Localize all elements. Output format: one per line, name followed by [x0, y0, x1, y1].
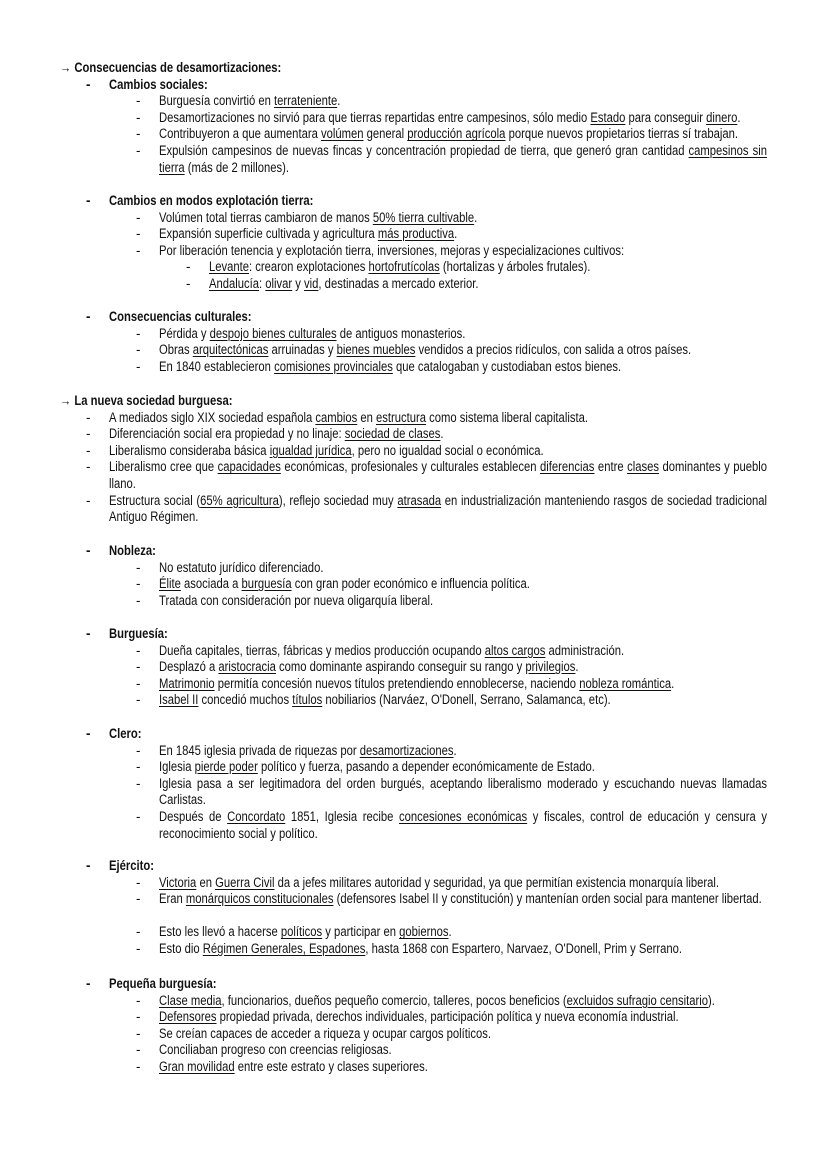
- list-item: [109, 426, 767, 443]
- subsection-heading: Cambios sociales:: [109, 76, 208, 92]
- list-item: [159, 1042, 767, 1059]
- item-text: en: [196, 874, 216, 890]
- bullet-dash: -: [86, 726, 91, 741]
- list-item: [159, 743, 767, 760]
- bullet-dash: -: [136, 325, 141, 341]
- underlined-term: privilegios: [525, 659, 576, 675]
- underlined-term: hortofrutícolas: [368, 259, 440, 275]
- list-item: [159, 643, 767, 660]
- item-text: En 1840 establecieron: [159, 358, 275, 374]
- list-item: [209, 276, 767, 293]
- bullet-dash: -: [136, 143, 141, 158]
- item-text: propiedad privada, derechos individuales, participación política y nueva economía industrial.: [216, 1009, 679, 1025]
- bullet-dash: -: [86, 409, 91, 425]
- item-text: Diferenciación social era propiedad y no linaje:: [109, 426, 345, 442]
- item-text: .: [454, 226, 458, 242]
- underlined-term: despojo bienes culturales: [209, 325, 337, 341]
- item-text: Liberalismo consideraba básica: [109, 442, 270, 458]
- underlined-term: títulos: [292, 692, 323, 708]
- bullet-dash: -: [136, 941, 141, 956]
- bullet-dash: -: [86, 858, 91, 873]
- item-text: 1851, Iglesia recibe: [285, 809, 399, 824]
- list-item: [159, 93, 767, 110]
- bullet-dash: -: [86, 492, 91, 508]
- bullet-dash: -: [136, 592, 141, 608]
- bullet-dash: -: [136, 1025, 141, 1041]
- item-text: concedió muchos: [198, 692, 293, 708]
- item-text: y: [292, 276, 305, 291]
- item-text: entre este estrato y clases superiores.: [234, 1059, 428, 1074]
- underlined-term: Clase media: [159, 992, 222, 1008]
- item-text: (más de 2 millones).: [184, 159, 290, 175]
- item-text: Pérdida y: [159, 325, 210, 341]
- item-text: Eran: [159, 891, 186, 907]
- underlined-term: dinero: [706, 109, 738, 125]
- item-text: .: [737, 109, 741, 125]
- list-item: [159, 576, 767, 593]
- underlined-term: Gran movilidad: [159, 1059, 235, 1074]
- underlined-term: nobleza romántica: [579, 675, 672, 691]
- item-text: nobiliarios (Narváez, O'Donell, Serrano, Salamanca, etc).: [322, 692, 611, 708]
- underlined-term: producción agrícola: [407, 126, 506, 142]
- list-item: [159, 875, 767, 892]
- bullet-dash: -: [136, 226, 141, 242]
- item-text: económicas, profesionales y culturales establecen: [280, 459, 541, 475]
- bullet-dash: -: [86, 543, 91, 558]
- item-text: vendidos a precios ridículos, con salida a otros países.: [415, 342, 692, 358]
- item-text: y participar en: [322, 924, 400, 940]
- underlined-term: aristocracia: [218, 659, 276, 675]
- bullet-dash: -: [136, 775, 141, 791]
- underlined-term: 50% tierra cultivable: [372, 209, 475, 225]
- item-text: con gran poder económico e influencia política.: [291, 576, 530, 592]
- underlined-term: volúmen: [320, 126, 364, 142]
- underlined-term: Levante: [209, 259, 250, 275]
- underlined-term: atrasada: [397, 492, 442, 508]
- item-text: (defensores Isabel II y constitución) y mantenían orden social para mantener libertad.: [333, 891, 762, 907]
- underlined-term: Isabel II: [159, 692, 199, 708]
- list-item: [159, 210, 767, 227]
- item-text: político y fuerza, pasando a depender económicamente de Estado.: [257, 759, 595, 775]
- item-text: , destinadas a mercado exterior.: [318, 276, 479, 291]
- subsection-heading: Clero:: [109, 726, 142, 741]
- bullet-dash: -: [86, 626, 91, 641]
- item-text: asociada a: [180, 576, 242, 592]
- underlined-term: comisiones provinciales: [274, 358, 393, 374]
- list-item: [209, 259, 767, 276]
- item-text: Después de: [159, 809, 228, 824]
- item-text: .: [575, 659, 579, 675]
- item-text: Contribuyeron a que aumentara: [159, 126, 321, 142]
- underlined-term: pierde poder: [194, 759, 258, 775]
- underlined-term: Andalucía: [209, 276, 260, 291]
- item-text: Desplazó a: [159, 659, 219, 675]
- item-text: .: [671, 675, 675, 691]
- underlined-term: capacidades: [217, 459, 281, 475]
- item-text: Expansión superficie cultivada y agricultura: [159, 226, 378, 242]
- underlined-term: gobiernos: [399, 924, 449, 940]
- underlined-term: Matrimonio: [159, 675, 215, 691]
- underlined-term: clases: [627, 459, 659, 475]
- item-text: Obras: [159, 342, 193, 358]
- bullet-dash: -: [136, 874, 141, 890]
- item-text: Iglesia: [159, 759, 195, 775]
- item-text: entre: [594, 459, 628, 475]
- item-text: que catalogaban y custodiaban estos bienes.: [392, 358, 622, 374]
- bullet-dash: -: [136, 659, 141, 675]
- item-text: en industrialización manteniendo rasgos de sociedad tradicional Antiguo Régimen.: [109, 492, 767, 525]
- bullet-dash: -: [136, 992, 141, 1008]
- item-text: Burguesía convirtió en: [159, 93, 275, 109]
- item-text: :: [259, 276, 266, 291]
- underlined-term: políticos: [280, 924, 323, 940]
- item-text: permitía concesión nuevos títulos pretendiendo ennoblecerse, naciendo: [214, 675, 580, 691]
- section-heading: → La nueva sociedad burguesa:: [60, 393, 233, 408]
- bullet-dash: -: [86, 459, 91, 475]
- item-text: Iglesia pasa a ser legitimadora del orden burgués, aceptando liberalismo moderado y escuchando nuevas llamadas Carlistas.: [159, 775, 767, 808]
- bullet-dash: -: [136, 1059, 141, 1074]
- item-text: Expulsión campesinos de nuevas fincas y concentración propiedad de tierra, que generó gran cantidad: [159, 143, 689, 158]
- underlined-term: Guerra Civil: [215, 874, 275, 890]
- bullet-dash: -: [136, 242, 141, 258]
- bullet-dash: -: [136, 576, 141, 592]
- list-item: [159, 126, 767, 143]
- item-text: : crearon explotaciones: [249, 259, 369, 275]
- bullet-dash: -: [86, 976, 91, 991]
- section-heading: → Consecuencias de desamortizaciones:: [60, 60, 282, 75]
- item-text: Volúmen total tierras cambiaron de manos: [159, 209, 373, 225]
- item-text: de antiguos monasterios.: [336, 325, 466, 341]
- underlined-term: bienes muebles: [336, 342, 416, 358]
- list-item: [159, 359, 767, 376]
- item-text: .: [440, 426, 444, 442]
- list-item: [159, 659, 767, 676]
- list-item: [109, 443, 767, 460]
- bullet-dash: -: [136, 1042, 141, 1058]
- item-text: ).: [707, 992, 715, 1008]
- item-text: .: [474, 209, 478, 225]
- underlined-term: excluidos sufragio censitario: [566, 992, 708, 1008]
- item-text: da a jefes militares autoridad y seguridad, ya que permitían existencia monarquía liberal.: [274, 874, 720, 890]
- item-text: Liberalismo cree que: [109, 459, 218, 475]
- list-item: [159, 593, 767, 610]
- list-item: [159, 924, 767, 941]
- item-text: en: [357, 409, 377, 425]
- item-text: administración.: [545, 642, 625, 658]
- bullet-dash: -: [86, 442, 91, 458]
- item-text: (hortalizas y árboles frutales).: [439, 259, 591, 275]
- item-text: Conciliaban progreso con creencias religiosas.: [159, 1042, 392, 1058]
- underlined-term: Defensores: [159, 1009, 217, 1025]
- item-text: , funcionarios, dueños pequeño comercio, talleres, pocos beneficios (: [221, 992, 567, 1008]
- subsection-heading: Consecuencias culturales:: [109, 309, 252, 324]
- bullet-dash: -: [136, 126, 141, 142]
- list-item: [159, 342, 767, 359]
- list-item: [159, 560, 767, 577]
- bullet-dash: -: [136, 93, 141, 109]
- underlined-term: burguesía: [241, 576, 292, 592]
- underlined-term: olivar: [265, 276, 293, 291]
- underlined-term: campesinos sin tierra: [159, 143, 767, 175]
- bullet-dash: -: [86, 76, 91, 92]
- list-item: [159, 1026, 767, 1043]
- underlined-term: igualdad jurídica: [269, 442, 352, 458]
- list-item: [159, 941, 767, 958]
- subsection-heading: Nobleza:: [109, 543, 156, 558]
- subsection-heading: Burguesía:: [109, 626, 168, 641]
- underlined-term: terrateniente: [274, 93, 338, 109]
- item-text: A mediados siglo XIX sociedad española: [109, 409, 316, 425]
- bullet-dash: -: [136, 675, 141, 691]
- item-text: .: [337, 93, 341, 109]
- bullet-dash: -: [136, 642, 141, 658]
- underlined-term: Concordato: [227, 809, 286, 824]
- list-item: [109, 493, 767, 526]
- list-item: [159, 993, 767, 1010]
- item-text: .: [448, 924, 452, 940]
- bullet-dash: -: [136, 209, 141, 225]
- item-text: arruinadas y: [268, 342, 337, 358]
- list-item: [159, 891, 767, 908]
- bullet-dash: -: [86, 309, 91, 324]
- item-text: Estructura social (: [109, 492, 201, 508]
- item-text: En 1845 iglesia privada de riquezas por: [159, 742, 360, 758]
- item-text: , pero no igualdad social o económica.: [351, 442, 544, 458]
- item-text: general: [363, 126, 408, 142]
- underlined-term: vid: [304, 276, 319, 291]
- bullet-dash: -: [186, 276, 191, 291]
- underlined-term: cambios: [315, 409, 358, 425]
- underlined-term: Élite: [159, 576, 181, 592]
- subsection-heading: Ejército:: [109, 858, 155, 873]
- item-text: Tratada con consideración por nueva oligarquía liberal.: [159, 592, 434, 608]
- list-item: [159, 1009, 767, 1026]
- item-text: Desamortizaciones no sirvió para que tierras repartidas entre campesinos, sólo medio: [159, 109, 591, 125]
- item-text: y fiscales, control de educación y censura y reconocimiento social y político.: [159, 809, 767, 841]
- bullet-dash: -: [136, 809, 141, 824]
- underlined-term: sociedad de clases: [344, 426, 441, 442]
- bullet-dash: -: [136, 342, 141, 358]
- underlined-term: altos cargos: [484, 642, 546, 658]
- item-text: como sistema liberal capitalista.: [426, 409, 588, 425]
- item-text: , hasta 1868 con Espartero, Narvaez, O'Donell, Prim y Serrano.: [365, 941, 682, 956]
- bullet-dash: -: [136, 759, 141, 775]
- list-item: [159, 243, 767, 260]
- item-text: Esto les llevó a hacerse: [159, 924, 281, 940]
- list-item: [159, 110, 767, 127]
- item-text: No estatuto jurídico diferenciado.: [159, 559, 324, 575]
- underlined-term: Régimen Generales, Espadones: [202, 941, 366, 956]
- list-item: [159, 776, 767, 809]
- list-item: [159, 326, 767, 343]
- list-item: [159, 226, 767, 243]
- item-text: Se creían capaces de acceder a riqueza y ocupar cargos políticos.: [159, 1025, 492, 1041]
- list-item: [109, 459, 767, 492]
- underlined-term: 65% agricultura: [200, 492, 279, 508]
- underlined-term: estructura: [376, 409, 427, 425]
- underlined-term: monárquicos constitucionales: [185, 891, 334, 907]
- list-item: [159, 1059, 767, 1076]
- bullet-dash: -: [136, 559, 141, 575]
- item-text: Por liberación tenencia y explotación tierra, inversiones, mejoras y especializaciones cultivos:: [159, 242, 625, 258]
- list-item: [159, 143, 767, 176]
- item-text: Dueña capitales, tierras, fábricas y medios producción ocupando: [159, 642, 485, 658]
- bullet-dash: -: [136, 891, 141, 907]
- item-text: ), reflejo sociedad muy: [278, 492, 398, 508]
- underlined-term: desamortizaciones: [359, 742, 454, 758]
- bullet-dash: -: [186, 259, 191, 275]
- item-text: como dominante aspirando conseguir su rango y: [275, 659, 526, 675]
- item-text: para conseguir: [625, 109, 707, 125]
- list-item: [159, 759, 767, 776]
- underlined-term: diferencias: [540, 459, 595, 475]
- underlined-term: Victoria: [159, 874, 197, 890]
- underlined-term: más productiva: [377, 226, 455, 242]
- item-text: Esto dio: [159, 941, 203, 956]
- bullet-dash: -: [86, 193, 91, 208]
- list-item: [159, 692, 767, 709]
- item-text: dominantes y pueblo llano.: [109, 459, 768, 491]
- bullet-dash: -: [136, 1009, 141, 1025]
- underlined-term: concesiones económicas: [398, 809, 528, 824]
- underlined-term: Estado: [590, 109, 626, 125]
- list-item: [109, 410, 767, 427]
- item-text: .: [453, 742, 457, 758]
- list-item: [159, 676, 767, 693]
- bullet-dash: -: [136, 692, 141, 708]
- bullet-dash: -: [136, 358, 141, 374]
- underlined-term: arquitectónicas: [192, 342, 269, 358]
- list-item: [159, 809, 767, 842]
- item-text: porque nuevos propietarios tierras sí trabajan.: [505, 126, 739, 142]
- bullet-dash: -: [86, 426, 91, 442]
- subsection-heading: Cambios en modos explotación tierra:: [109, 193, 314, 208]
- bullet-dash: -: [136, 742, 141, 758]
- bullet-dash: -: [136, 924, 141, 940]
- bullet-dash: -: [136, 109, 141, 125]
- subsection-heading: Pequeña burguesía:: [109, 976, 217, 991]
